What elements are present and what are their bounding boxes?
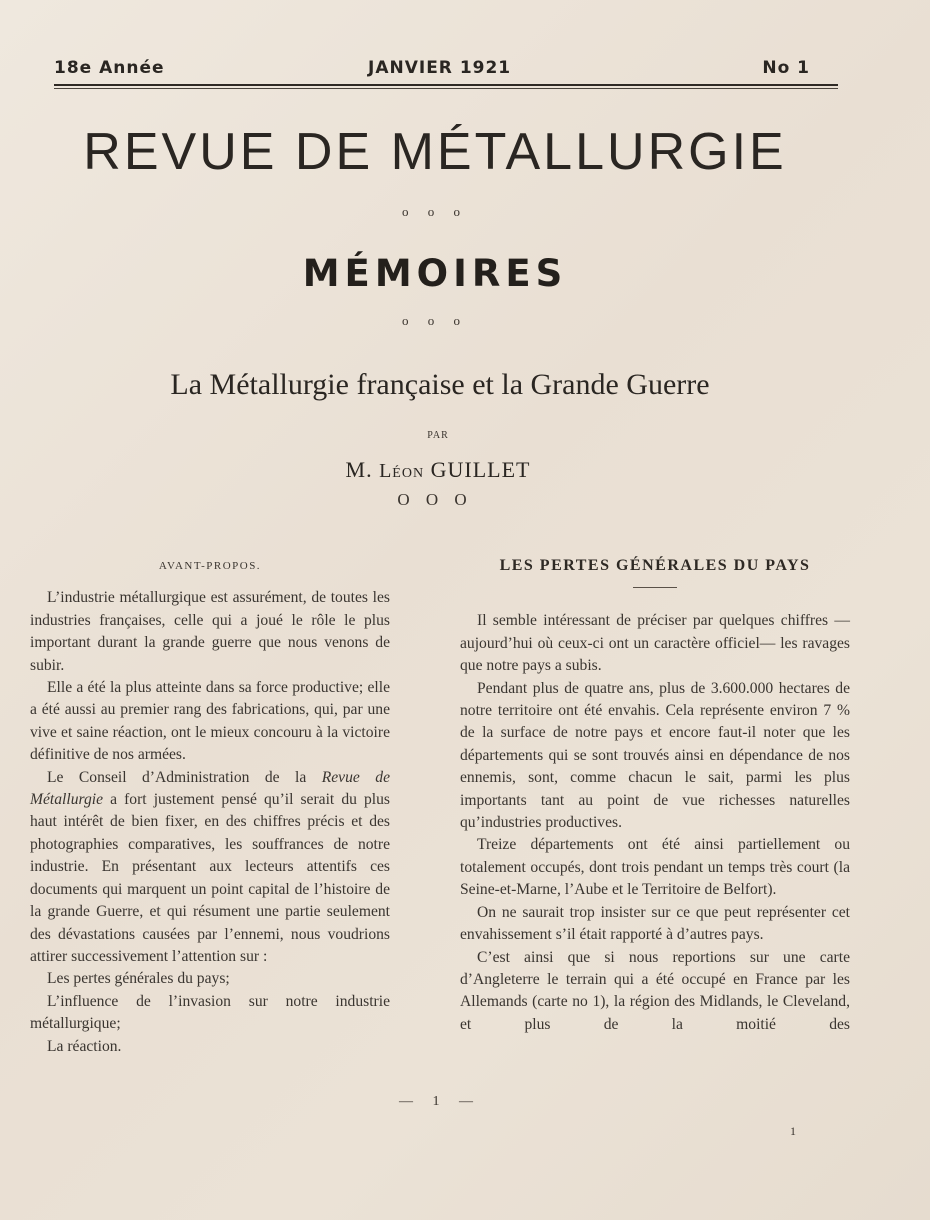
journal-name-italic: Revue de Métallurgie (30, 768, 390, 809)
page-number: — 1 — (399, 1094, 481, 1109)
right-column (460, 555, 850, 1036)
article-title: La Métallurgie française et la Grande Guerre (170, 368, 710, 401)
author-last-name: GUILLET (430, 457, 531, 482)
header-rule-thin (54, 88, 838, 89)
left-paragraph-1: L’industrie métallurgique est assurément, de toutes les industries françaises, celle qui a joué le rôle le plus important durant la grande guerre que nous venons de subir. (30, 589, 390, 674)
right-paragraph-4: On ne saurait trop insister sur ce que peut représenter cet envahissement s’il était rapporté à d’autres pays. (460, 903, 850, 944)
left-paragraph-3-start: Le Conseil d’Administration de la (47, 768, 322, 786)
header-date: JANVIER 1921 (368, 58, 512, 78)
by-line-par: PAR (427, 430, 449, 441)
ornament-1: o o o (402, 204, 468, 219)
list-item-1: Les pertes générales du pays; (47, 970, 230, 988)
list-item-2-cont: métallurgique; (30, 1015, 121, 1033)
journal-title: REVUE DE MÉTALLURGIE (83, 123, 787, 181)
left-column (30, 555, 390, 1058)
running-header (54, 56, 838, 82)
ornament-3: O O O (397, 490, 473, 509)
left-paragraph-3-end: a fort justement pensé qu’il serait du plus haut intérêt de bien fixer, en des chiffres précis et des photographies comparatives, les souffrances de notre industrie. En présentant aux lecteurs attentifs ces documents qui marquent un point capital de l’histoire de la grande Guerre, et qui résument une partie seulement des dévastations causées par l’ennemi, nous voudrions attirer successivement l’attention sur : (30, 791, 390, 965)
author-prefix: M. (345, 457, 380, 482)
list-item-2-line-1: L’influence de l’invasion sur notre industrie (47, 992, 390, 1010)
author-first-name: Léon (379, 460, 425, 482)
right-paragraph-1: Il semble intéressant de préciser par quelques chiffres — aujourd’hui où ceux-ci ont un caractère officiel— les ravages que notre pays a subis. (460, 612, 850, 675)
corner-mark: 1 (790, 1124, 796, 1138)
author-name (0, 457, 876, 483)
right-paragraph-3: Treize départements ont été ainsi partiellement ou totalement occupés, dont trois pendant un temps très court (la Seine-et-Marne, l’Aube et le Territoire de Belfort). (460, 836, 850, 899)
left-paragraph-3 (30, 767, 390, 969)
header-number: No 1 (762, 58, 810, 78)
right-column-heading: LES PERTES GÉNÉRALES DU PAYS (499, 557, 811, 574)
list-item-2 (30, 991, 390, 1013)
header-year: 18e Année (54, 58, 165, 78)
ornament-2: o o o (402, 313, 468, 328)
list-item-3: La réaction. (47, 1037, 122, 1055)
header-rule-thick (54, 84, 838, 86)
section-title: MÉMOIRES (302, 252, 568, 295)
right-paragraph-5: C’est ainsi que si nous reportions sur une carte d’Angleterre le terrain qui a été occupé en France par les Allemands (carte no 1), la région des Midlands, le Cleveland, et plus de la moitié des (460, 948, 850, 1033)
heading-rule (633, 587, 677, 588)
left-column-heading: AVANT-PROPOS. (158, 560, 262, 572)
left-paragraph-2: Elle a été la plus atteinte dans sa force productive; elle a été aussi au premier rang des fabrications, qui, par une vive et saine réaction, ont le mieux concouru à la victoire définitive de nos armées. (30, 679, 390, 764)
right-paragraph-2: Pendant plus de quatre ans, plus de 3.600.000 hectares de notre territoire ont été envahis. Cela représente environ 7 % de la surface de notre pays et encore faut-il noter que les départements qui se sont trouvés ainsi en dépendance de nos ennemis, sont, comme chacun le sait, parmi les plus importants tant au point de vue richesses naturelles qu’industries productives. (460, 679, 850, 832)
